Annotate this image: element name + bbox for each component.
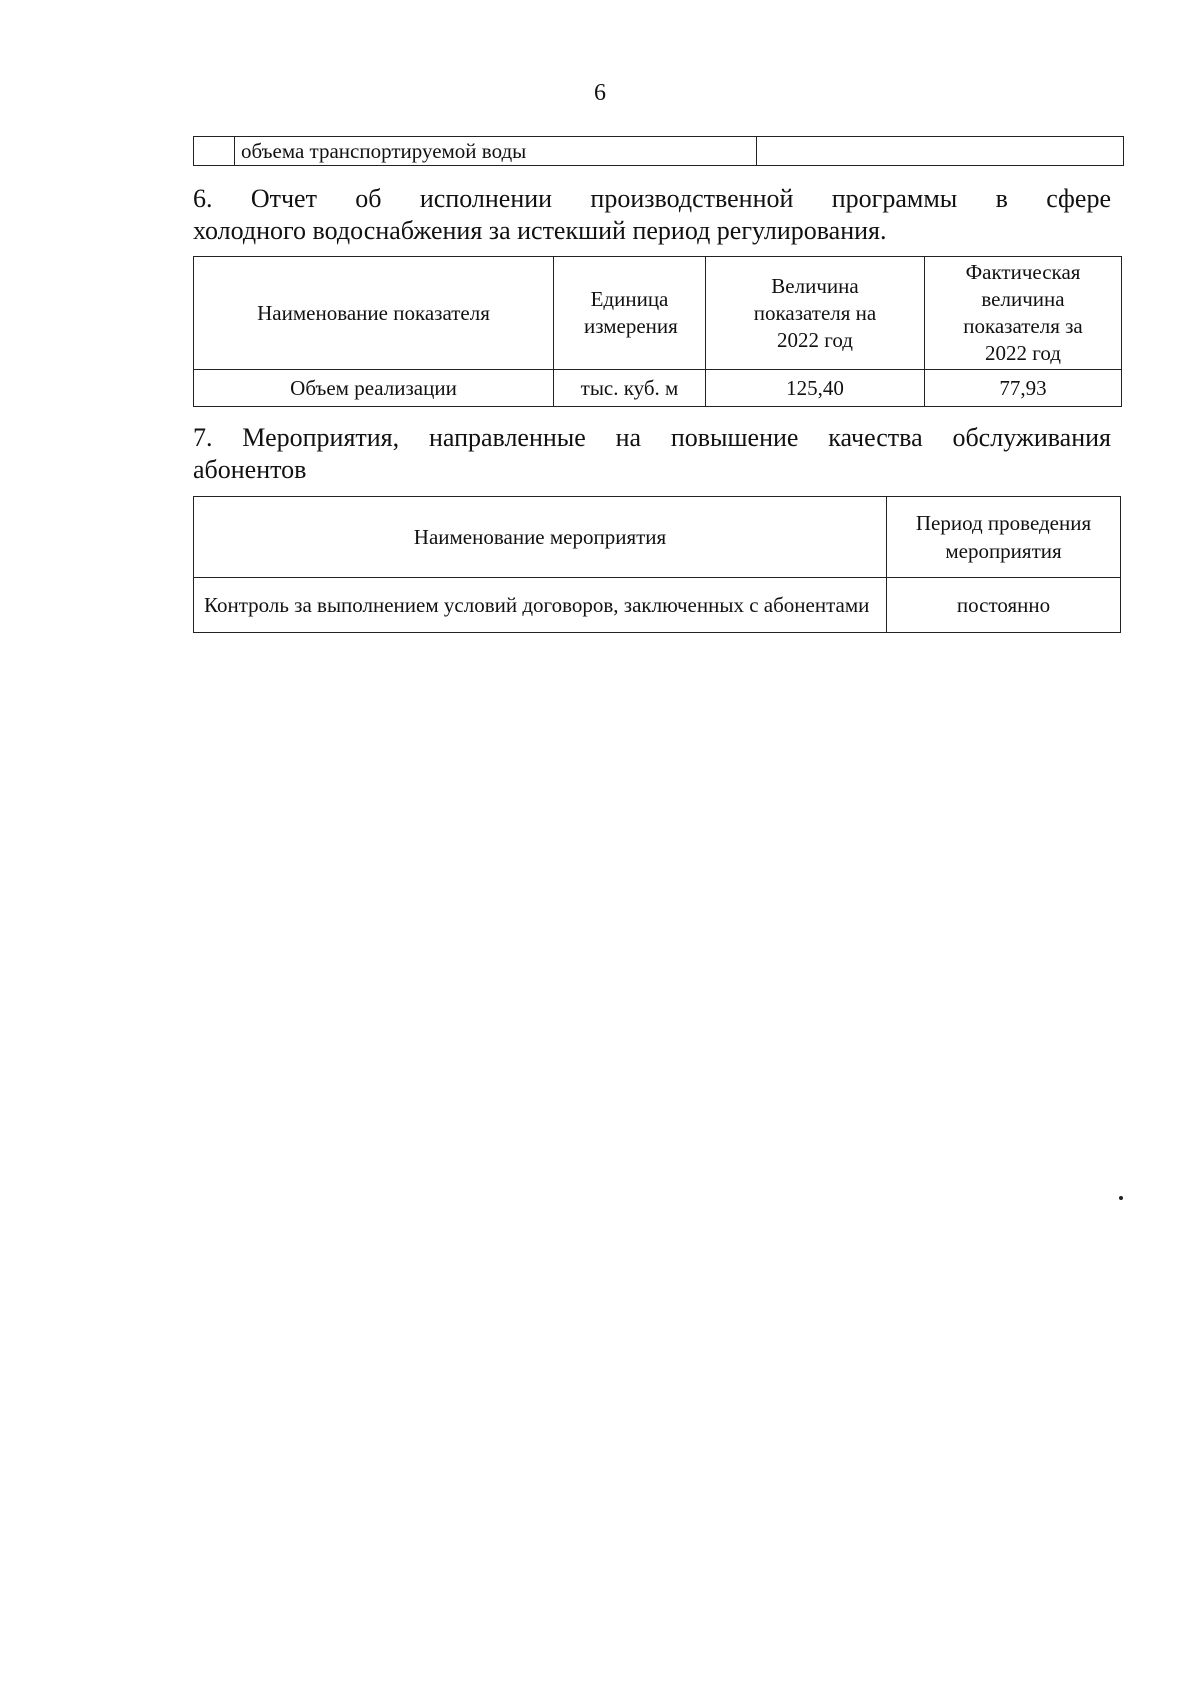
table-cell: Объем реализации — [194, 370, 554, 407]
table-cell: 77,93 — [925, 370, 1122, 407]
table-row — [194, 578, 1121, 633]
table-header-row — [194, 497, 1121, 578]
section-6-heading-continued: холодного водоснабжения за истекший период регулирования. — [193, 216, 887, 245]
table-row — [194, 137, 1124, 166]
table-cell: постоянно — [887, 578, 1121, 633]
table-cell — [194, 137, 235, 166]
column-header: Период проведения мероприятия — [887, 497, 1121, 578]
page-number: 6 — [594, 80, 606, 106]
table-cell: Контроль за выполнением условий договоров, заключенных с абонентами — [194, 578, 887, 633]
column-header: Наименование мероприятия — [194, 497, 887, 578]
table-cell: 125,40 — [706, 370, 925, 407]
service-events-table — [193, 496, 1121, 633]
column-header: Фактическая величина показателя за 2022 год — [925, 257, 1122, 370]
table-cell: тыс. куб. м — [554, 370, 706, 407]
production-report-table — [193, 256, 1122, 407]
section-7-heading-continued: абонентов — [193, 455, 307, 484]
column-header: Единица измерения — [554, 257, 706, 370]
section-6-heading: 6. Отчет об исполнении производственной программы в сфере — [193, 184, 1111, 213]
column-header: Величина показателя на 2022 год — [706, 257, 925, 370]
section-7-heading: 7. Мероприятия, направленные на повышение качества обслуживания — [193, 423, 1111, 452]
table-cell — [757, 137, 1124, 166]
stray-mark — [1119, 1196, 1123, 1200]
table-cell: объема транспортируемой воды — [235, 137, 757, 166]
continuation-table — [193, 136, 1124, 166]
column-header: Наименование показателя — [194, 257, 554, 370]
table-header-row — [194, 257, 1122, 370]
table-row — [194, 370, 1122, 407]
